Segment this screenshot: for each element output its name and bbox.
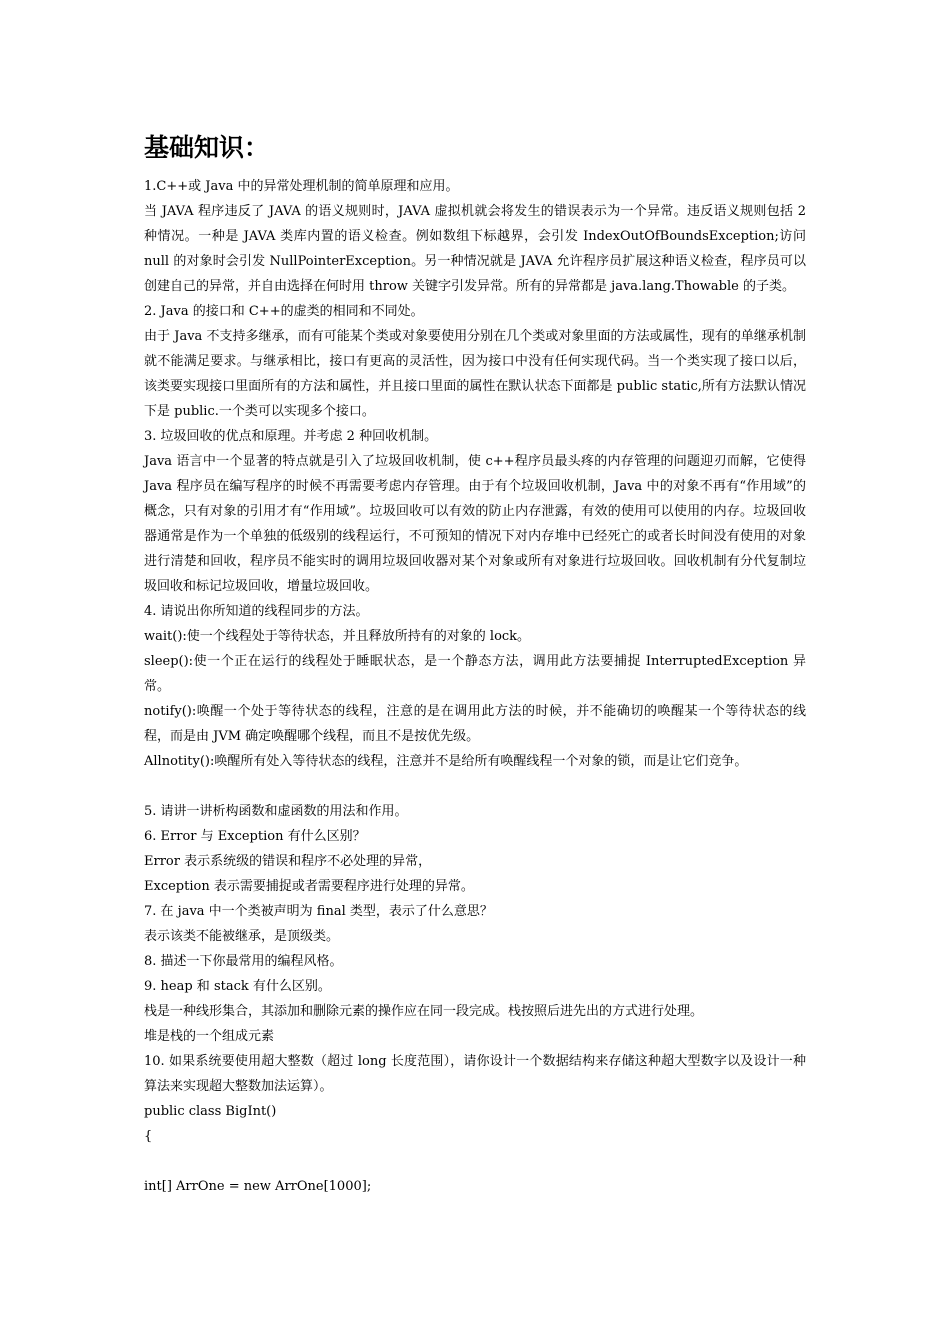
question-7: 7. 在 java 中一个类被声明为 final 类型，表示了什么意思？	[144, 904, 493, 919]
answer-9-heap: 堆是栈的一个组成元素	[144, 1029, 275, 1044]
answer-4-allnotify: Allnotity():唤醒所有处入等待状态的线程，注意并不是给所有唤醒线程一个对象的锁，而是让它们竞争。	[144, 754, 748, 769]
blank-line	[144, 774, 806, 799]
question-10: 10. 如果系统要使用超大整数（超过 long 长度范围），请你设计一个数据结构来存储这种超大型数字以及设计一种算法来实现超大整数加法运算）。	[144, 1054, 806, 1094]
document-page	[144, 126, 806, 1199]
answer-4-notify: notify():唤醒一个处于等待状态的线程，注意的是在调用此方法的时候，并不能确切的唤醒某一个等待状态的线程，而是由 JVM 确定唤醒哪个线程，而且不是按优先级。	[144, 704, 806, 744]
answer-6-error: Error 表示系统级的错误和程序不必处理的异常，	[144, 854, 432, 869]
answer-4-sleep: sleep():使一个正在运行的线程处于睡眠状态，是一个静态方法，调用此方法要捕捉 InterruptedException 异常。	[144, 654, 806, 694]
question-9: 9. heap 和 stack 有什么区别。	[144, 979, 331, 994]
code-line-brace: {	[144, 1129, 153, 1144]
question-2: 2. Java 的接口和 C++的虚类的相同和不同处。	[144, 304, 424, 319]
page-title: 基础知识：	[144, 133, 270, 162]
question-8: 8. 描述一下你最常用的编程风格。	[144, 954, 343, 969]
answer-1: 当 JAVA 程序违反了 JAVA 的语义规则时，JAVA 虚拟机就会将发生的错误表示为一个异常。违反语义规则包括 2 种情况。一种是 JAVA 类库内置的语义检查。例如数组下标越界，会引发 IndexOutOfBoundsException;访问 null 的对象时会引发 NullPointerException。另一种情况就是 JAVA 允许程序员扩展这种语义检查，程序员可以创建自己的异常，并自由选择在何时用 throw 关键字引发异常。所有的异常都是 java.lang.Thowable 的子类。	[144, 204, 806, 294]
blank-line	[144, 1149, 806, 1174]
answer-2: 由于 Java 不支持多继承，而有可能某个类或对象要使用分别在几个类或对象里面的方法或属性，现有的单继承机制就不能满足要求。与继承相比，接口有更高的灵活性，因为接口中没有任何实现代码。当一个类实现了接口以后，该类要实现接口里面所有的方法和属性，并且接口里面的属性在默认状态下面都是 public static,所有方法默认情况下是 public.一个类可以实现多个接口。	[144, 329, 806, 419]
question-5: 5. 请讲一讲析构函数和虚函数的用法和作用。	[144, 804, 408, 819]
question-3: 3. 垃圾回收的优点和原理。并考虑 2 种回收机制。	[144, 429, 438, 444]
answer-6-exception: Exception 表示需要捕捉或者需要程序进行处理的异常。	[144, 879, 474, 894]
code-line-class: public class BigInt()	[144, 1104, 277, 1119]
answer-3: Java 语言中一个显著的特点就是引入了垃圾回收机制，使 c++程序员最头疼的内存管理的问题迎刃而解，它使得 Java 程序员在编写程序的时候不再需要考虑内存管理。由于有个垃圾回收机制，Java 中的对象不再有“作用域”的概念，只有对象的引用才有“作用域”。垃圾回收可以有效的防止内存泄露，有效的使用可以使用的内存。垃圾回收器通常是作为一个单独的低级别的线程运行，不可预知的情况下对内存堆中已经死亡的或者长时间没有使用的对象进行清楚和回收，程序员不能实时的调用垃圾回收器对某个对象或所有对象进行垃圾回收。回收机制有分代复制垃圾回收和标记垃圾回收，增量垃圾回收。	[144, 454, 806, 594]
answer-4-wait: wait():使一个线程处于等待状态，并且释放所持有的对象的 lock。	[144, 629, 531, 644]
code-line-array: int[] ArrOne = new ArrOne[1000];	[144, 1179, 372, 1194]
answer-7: 表示该类不能被继承，是顶级类。	[144, 929, 340, 944]
question-6: 6. Error 与 Exception 有什么区别？	[144, 829, 366, 844]
answer-9-stack: 栈是一种线形集合，其添加和删除元素的操作应在同一段完成。栈按照后进先出的方式进行处理。	[144, 1004, 704, 1019]
question-1: 1.C++或 Java 中的异常处理机制的简单原理和应用。	[144, 179, 459, 194]
question-4: 4. 请说出你所知道的线程同步的方法。	[144, 604, 369, 619]
